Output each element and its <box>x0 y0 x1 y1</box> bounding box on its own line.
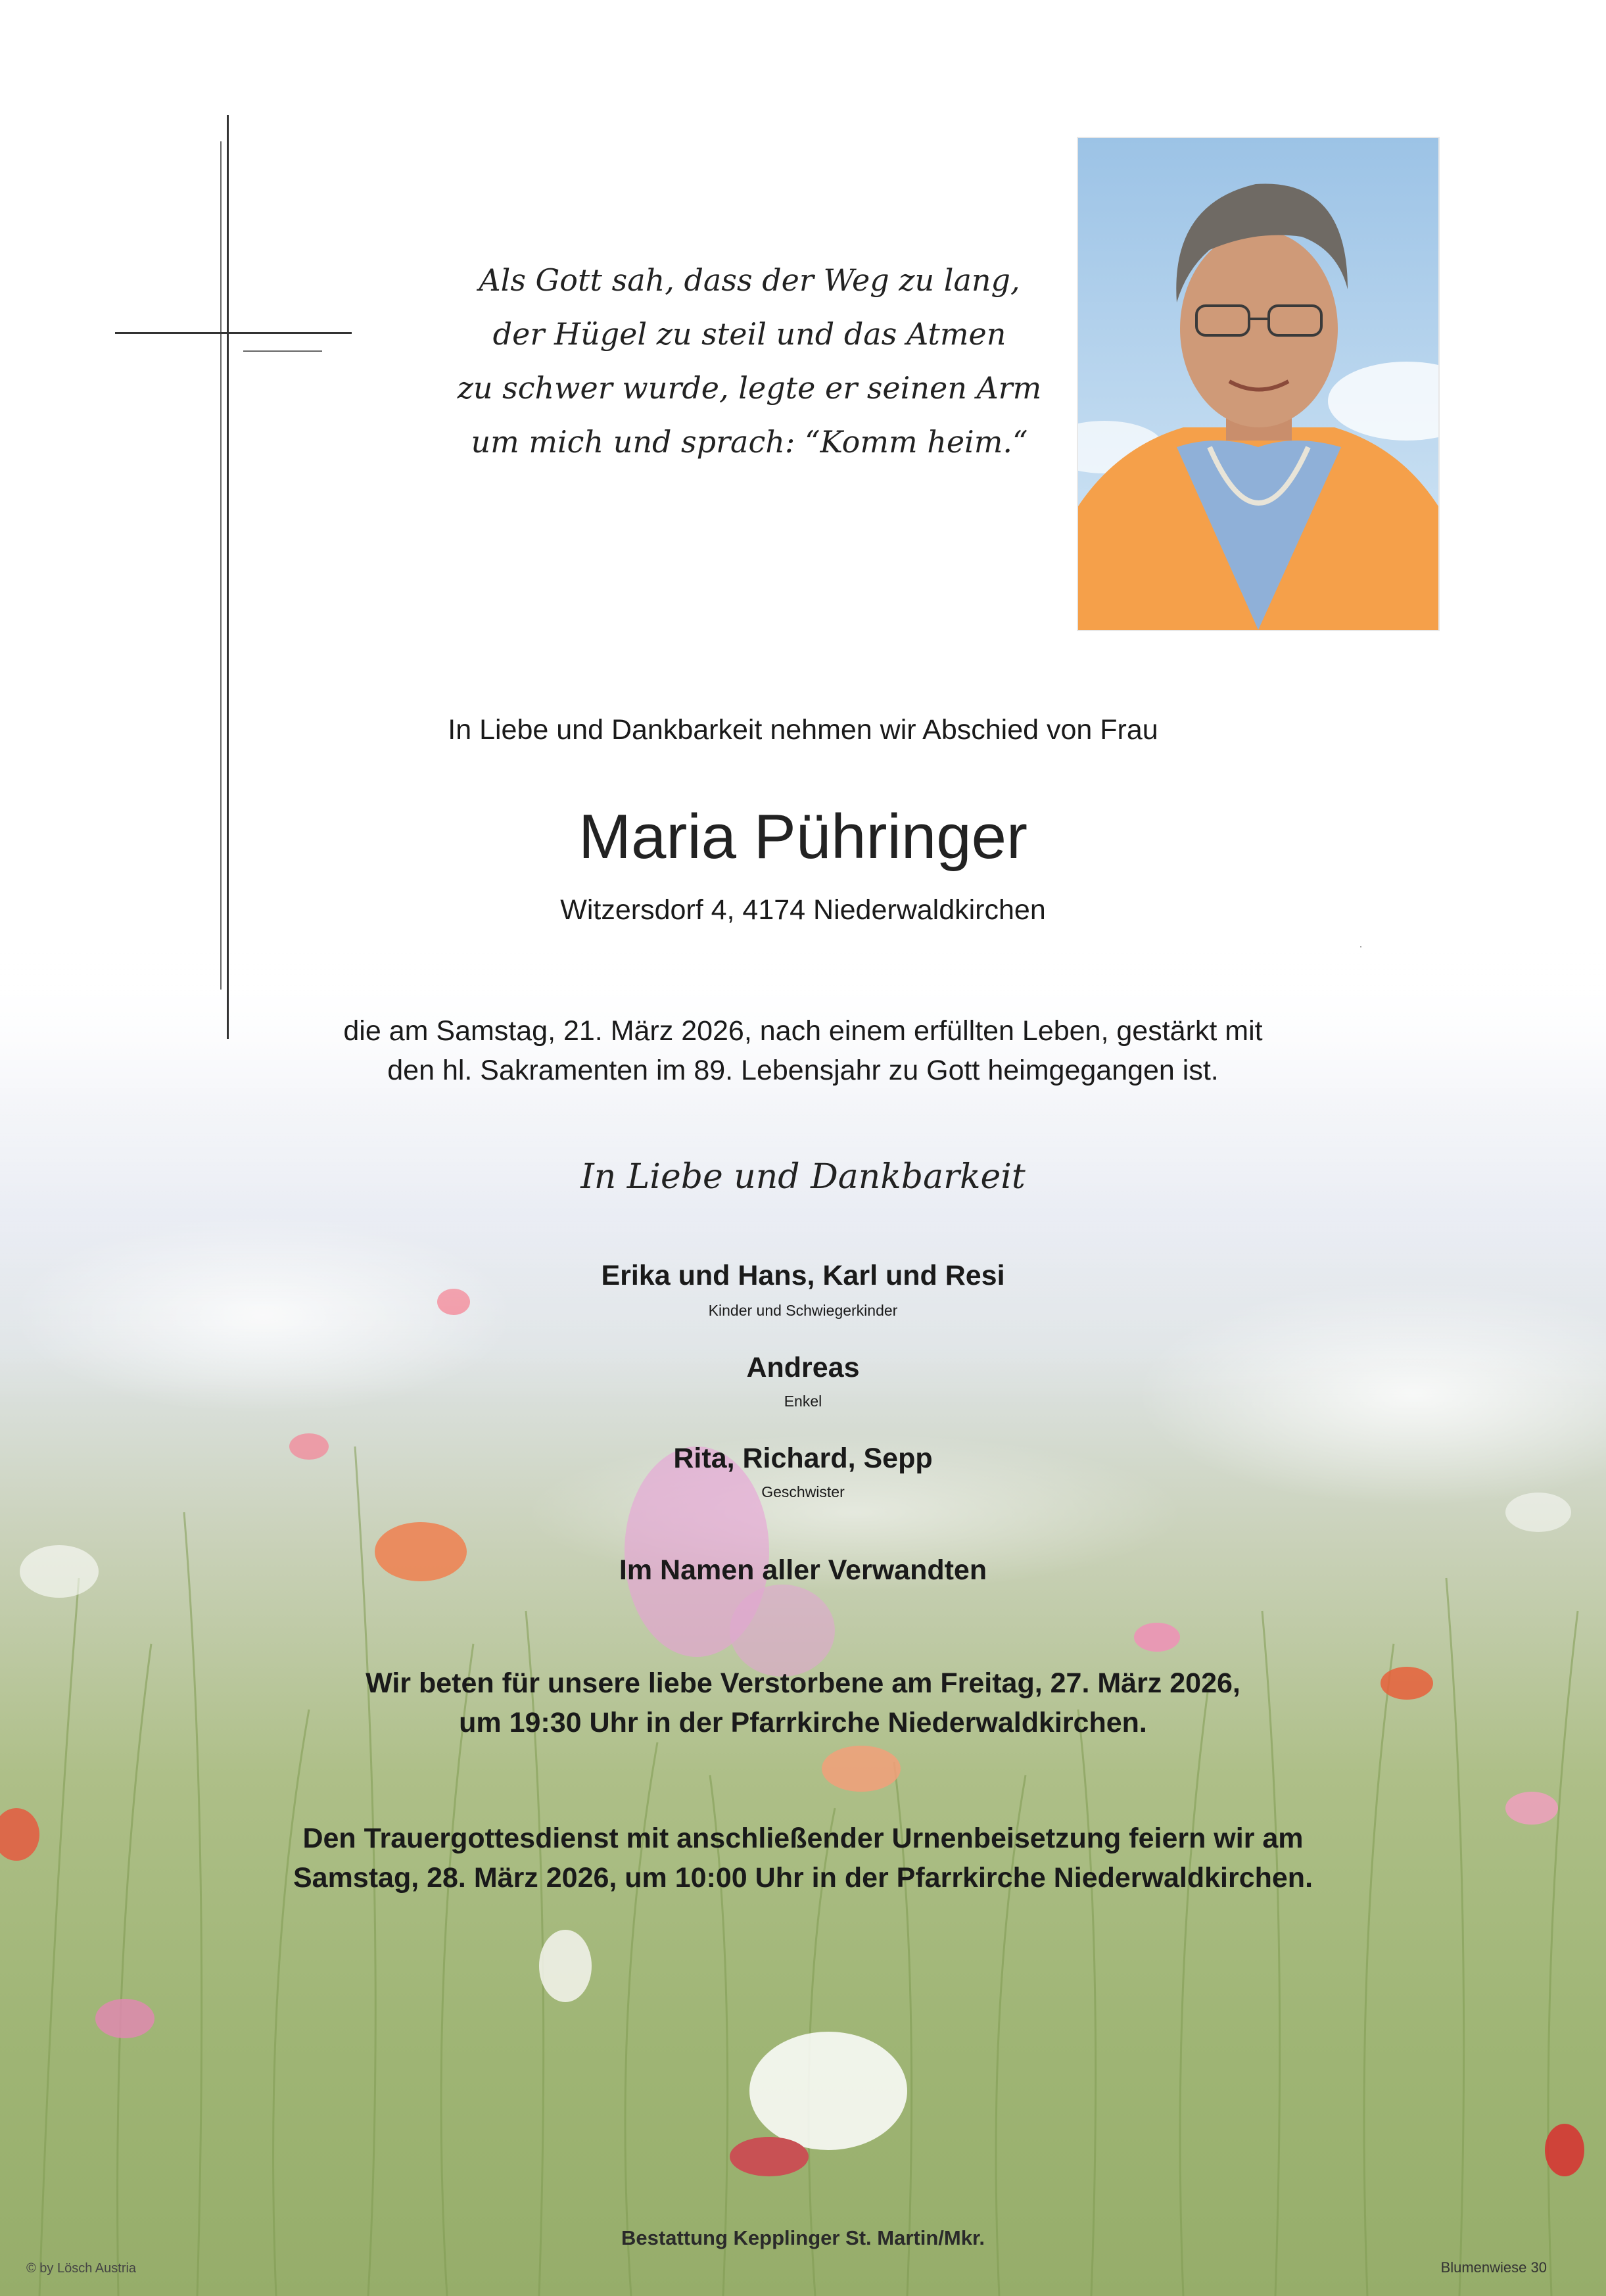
design-code: Blumenwiese 30 <box>1440 2259 1547 2276</box>
mourner-relation: Geschwister <box>761 1483 845 1500</box>
copyright-note: © by Lösch Austria <box>26 2261 137 2276</box>
mourner-relation: Enkel <box>784 1393 822 1410</box>
quote-line: Als Gott sah, dass der Weg zu lang, <box>479 262 1020 298</box>
memorial-quote <box>421 253 1078 469</box>
prayer-line: Wir beten für unsere liebe Verstorbene am Freitag, 27. März 2026, <box>366 1667 1240 1699</box>
prayer-notice <box>0 1663 1606 1742</box>
mourner-names: Andreas <box>746 1352 860 1383</box>
mourner-relation: Kinder und Schwiegerkinder <box>708 1302 898 1319</box>
funeral-notice <box>0 1819 1606 1898</box>
portrait-photo <box>1078 138 1438 630</box>
death-notice <box>0 1011 1606 1090</box>
quote-line: um mich und sprach: “Komm heim.“ <box>471 424 1028 460</box>
love-heading: In Liebe und Dankbarkeit <box>580 1157 1026 1197</box>
prayer-line: um 19:30 Uhr in der Pfarrkirche Niederwaldkirchen. <box>459 1707 1147 1738</box>
funeral-line: Samstag, 28. März 2026, um 10:00 Uhr in der Pfarrkirche Niederwaldkirchen. <box>293 1862 1313 1894</box>
relatives-line: Im Namen aller Verwandten <box>619 1554 987 1586</box>
mourner-names: Rita, Richard, Sepp <box>673 1443 933 1474</box>
deceased-address: Witzersdorf 4, 4174 Niederwaldkirchen <box>560 894 1046 926</box>
death-notice-line: die am Samstag, 21. März 2026, nach einem erfüllten Leben, gestärkt mit <box>343 1015 1263 1047</box>
quote-line: der Hügel zu steil und das Atmen <box>492 316 1006 352</box>
funeral-line: Den Trauergottesdienst mit anschließender Urnenbeisetzung feiern wir am <box>302 1823 1304 1854</box>
intro-text: In Liebe und Dankbarkeit nehmen wir Abschied von Frau <box>448 714 1158 746</box>
undertaker-name: Bestattung Kepplinger St. Martin/Mkr. <box>621 2226 985 2249</box>
quote-line: zu schwer wurde, legte er seinen Arm <box>457 370 1042 406</box>
death-notice-line: den hl. Sakramenten im 89. Lebensjahr zu Gott heimgegangen ist. <box>387 1055 1219 1086</box>
deceased-name: Maria Pühringer <box>579 801 1027 872</box>
mourner-names: Erika und Hans, Karl und Resi <box>601 1260 1005 1291</box>
